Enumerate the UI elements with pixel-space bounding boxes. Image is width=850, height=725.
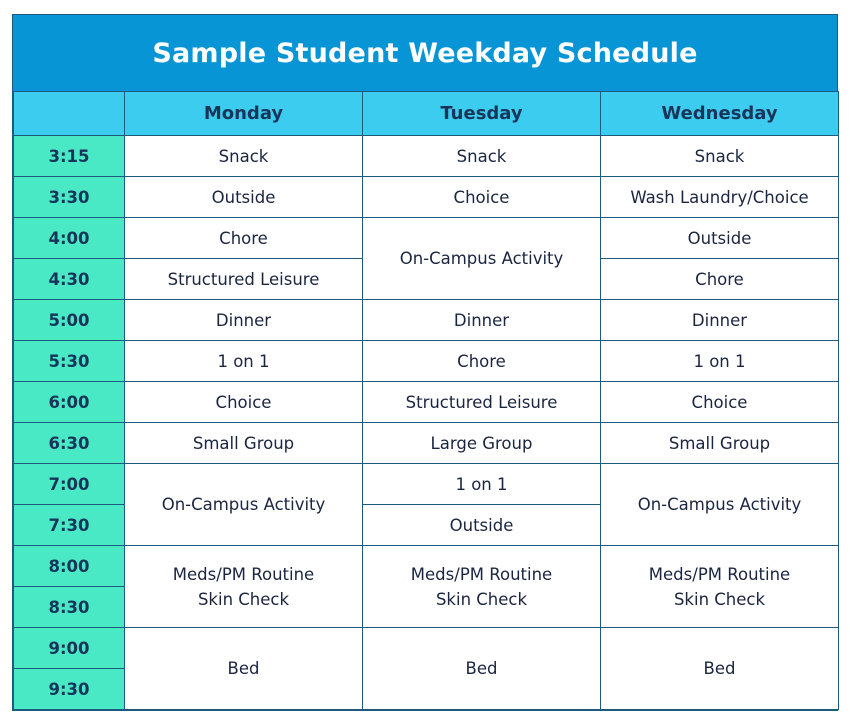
activity-cell: Snack bbox=[125, 136, 363, 177]
day-header-monday: Monday bbox=[125, 92, 363, 136]
activity-cell: Bed bbox=[601, 628, 839, 710]
table-row bbox=[14, 546, 839, 587]
activity-cell: Snack bbox=[601, 136, 839, 177]
activity-cell: Structured Leisure bbox=[125, 259, 363, 300]
schedule-title: Sample Student Weekday Schedule bbox=[13, 15, 837, 91]
activity-cell: Structured Leisure bbox=[363, 382, 601, 423]
time-cell: 5:00 bbox=[14, 300, 125, 341]
time-cell: 8:00 bbox=[14, 546, 125, 587]
activity-cell: Choice bbox=[363, 177, 601, 218]
skin-check-label: Skin Check bbox=[435, 589, 528, 609]
activity-cell: On-Campus Activity bbox=[125, 464, 363, 546]
activity-cell: On-Campus Activity bbox=[363, 218, 601, 300]
meds-label: Meds/PM Routine bbox=[648, 564, 791, 584]
activity-cell: Wash Laundry/Choice bbox=[601, 177, 839, 218]
time-cell: 4:00 bbox=[14, 218, 125, 259]
time-cell: 5:30 bbox=[14, 341, 125, 382]
time-cell: 7:00 bbox=[14, 464, 125, 505]
header-row bbox=[14, 92, 839, 136]
table-row bbox=[14, 341, 839, 382]
activity-cell: 1 on 1 bbox=[125, 341, 363, 382]
activity-cell: 1 on 1 bbox=[363, 464, 601, 505]
activity-cell: Dinner bbox=[363, 300, 601, 341]
meds-label: Meds/PM Routine bbox=[172, 564, 315, 584]
table-row bbox=[14, 300, 839, 341]
activity-cell: Small Group bbox=[125, 423, 363, 464]
time-cell: 3:30 bbox=[14, 177, 125, 218]
activity-cell bbox=[363, 546, 601, 628]
meds-label: Meds/PM Routine bbox=[410, 564, 553, 584]
time-cell: 6:30 bbox=[14, 423, 125, 464]
time-cell: 9:30 bbox=[14, 669, 125, 710]
skin-check-label: Skin Check bbox=[673, 589, 766, 609]
activity-cell: Outside bbox=[363, 505, 601, 546]
table-row bbox=[14, 628, 839, 669]
activity-cell: Chore bbox=[363, 341, 601, 382]
table-row bbox=[14, 218, 839, 259]
time-cell: 3:15 bbox=[14, 136, 125, 177]
table-row bbox=[14, 177, 839, 218]
activity-cell: Dinner bbox=[601, 300, 839, 341]
activity-cell: Chore bbox=[601, 259, 839, 300]
schedule-card bbox=[12, 14, 838, 711]
time-cell: 7:30 bbox=[14, 505, 125, 546]
time-cell: 4:30 bbox=[14, 259, 125, 300]
activity-cell: Small Group bbox=[601, 423, 839, 464]
activity-cell: Large Group bbox=[363, 423, 601, 464]
activity-cell: Bed bbox=[125, 628, 363, 710]
activity-cell: Snack bbox=[363, 136, 601, 177]
corner-cell bbox=[14, 92, 125, 136]
table-row bbox=[14, 382, 839, 423]
schedule-table bbox=[13, 91, 839, 710]
day-header-wednesday: Wednesday bbox=[601, 92, 839, 136]
activity-cell: Choice bbox=[125, 382, 363, 423]
activity-cell bbox=[125, 546, 363, 628]
activity-cell bbox=[601, 546, 839, 628]
activity-cell: 1 on 1 bbox=[601, 341, 839, 382]
day-header-tuesday: Tuesday bbox=[363, 92, 601, 136]
table-row bbox=[14, 423, 839, 464]
activity-cell: Bed bbox=[363, 628, 601, 710]
activity-cell: Choice bbox=[601, 382, 839, 423]
table-row bbox=[14, 136, 839, 177]
activity-cell: Dinner bbox=[125, 300, 363, 341]
activity-cell: Chore bbox=[125, 218, 363, 259]
activity-cell: Outside bbox=[601, 218, 839, 259]
activity-cell: On-Campus Activity bbox=[601, 464, 839, 546]
skin-check-label: Skin Check bbox=[197, 589, 290, 609]
time-cell: 8:30 bbox=[14, 587, 125, 628]
table-row bbox=[14, 464, 839, 505]
time-cell: 9:00 bbox=[14, 628, 125, 669]
activity-cell: Outside bbox=[125, 177, 363, 218]
time-cell: 6:00 bbox=[14, 382, 125, 423]
